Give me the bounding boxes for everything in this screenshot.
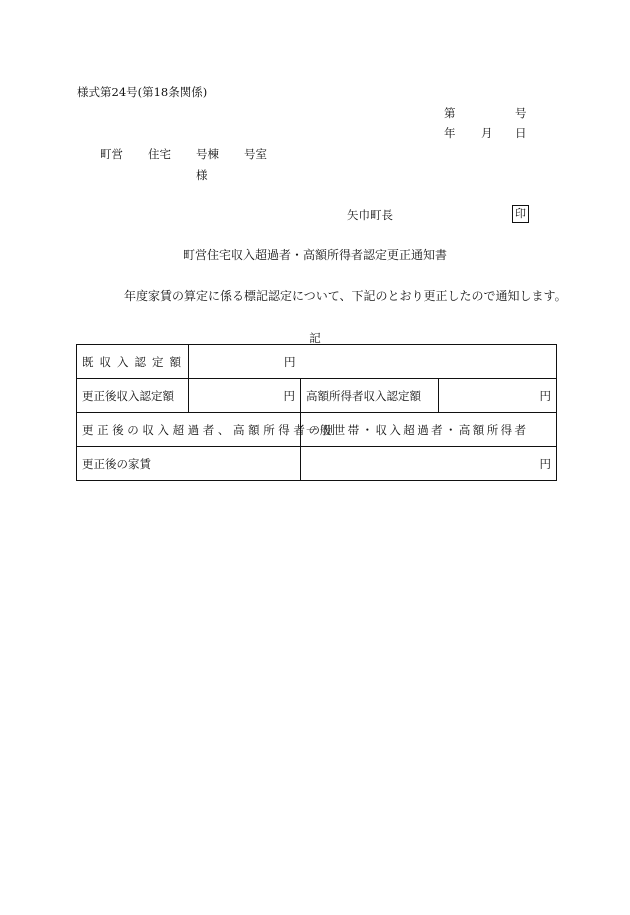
document-number-prefix: 第 xyxy=(444,106,456,120)
table-row-previous-amount xyxy=(77,345,557,379)
issuer-mayor: 矢巾町長 xyxy=(347,208,393,222)
corrected-income-label: 更正後収入認定額 xyxy=(77,379,189,413)
seal-stamp-box: 印 xyxy=(512,205,529,223)
notice-table xyxy=(76,344,557,481)
address-room-label: 号室 xyxy=(244,147,267,161)
address-building-label: 号棟 xyxy=(196,147,219,161)
address-municipal-label: 町営 xyxy=(100,147,123,161)
date-month-label: 月 xyxy=(481,126,493,140)
previous-income-label: 既収入認定額 xyxy=(77,345,189,379)
form-number-label: 様式第24号(第18条関係) xyxy=(77,85,208,99)
table-row-rent xyxy=(77,447,557,481)
table-row-corrected-amount xyxy=(77,379,557,413)
date-year-label: 年 xyxy=(444,126,456,140)
date-day-label: 日 xyxy=(515,126,527,140)
category-label: 更正後の収入超過者、高額所得者の別 xyxy=(77,413,301,447)
high-income-label: 高額所得者収入認定額 xyxy=(301,379,439,413)
ki-heading: 記 xyxy=(309,331,321,345)
address-housing-label: 住宅 xyxy=(148,147,171,161)
body-text: 年度家賃の算定に係る標記認定について、下記のとおり更正したので通知します。 xyxy=(124,289,567,303)
corrected-rent-value: 円 xyxy=(301,447,557,481)
document-title: 町営住宅収入超過者・高額所得者認定更正通知書 xyxy=(182,248,447,262)
corrected-income-value: 円 xyxy=(189,379,301,413)
table-row-category xyxy=(77,413,557,447)
recipient-honorific: 様 xyxy=(196,168,208,182)
document-number-suffix: 号 xyxy=(515,106,527,120)
high-income-value: 円 xyxy=(439,379,557,413)
category-value: 一般世帯・収入超過者・高額所得者 xyxy=(301,413,557,447)
corrected-rent-label: 更正後の家賃 xyxy=(77,447,301,481)
previous-income-value: 円 xyxy=(189,345,557,379)
